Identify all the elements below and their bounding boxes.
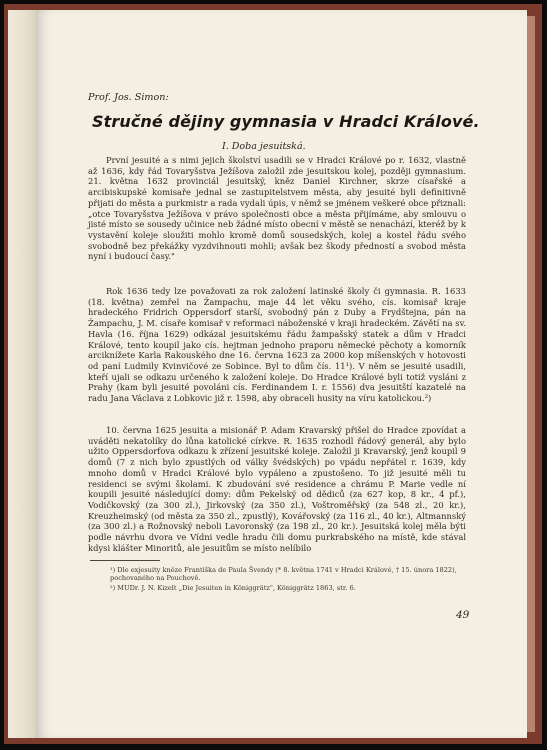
article-title: Stručné dějiny gymnasia v Hradci Králové. <box>92 112 480 131</box>
footnote-1: ¹) Dle exjesuity kněze Františka de Paula Švendy (* 8. května 1741 v Hradci Králové, † 15. února 1822), pochovaného na Pouchově. <box>110 566 457 582</box>
paragraph-1: První jesuité a s nimi jejich školství usadili se v Hradci Králové po r. 1632, vlastně až 1636, kdy řád Tovaryšstva Ježíšova založil zde jesuitskou kolej, později gymnasium. 21. května 1632 provinciál jesuitský, kněz Daniel Kirchner, skrze císařské a arcibiskupské komisaře jednal se zastupitelstvem města, aby jesuité byli definitivně přijati do města a purkmistr a rada vydali úpis, v němž se jménem veškeré obce přiznali: „otce Tovaryšstva Ježíšova v právo společnosti obce a města přijímáme, aby smlouvu o jisté místo se sousedy učinice neb žádné místo obecní v městě se nenachází, kteréž by k vystavění koleje sloužiti mohlo kromě domů sousedských, kolej a kostel řádu svého svobodně bez překážky vyzdvihnouti mohli; avšak bez škody předností a svobod města nyní i budoucí časy." <box>88 155 466 262</box>
footnote-divider <box>90 560 160 561</box>
author-line: Prof. Jos. Simon: <box>88 92 169 103</box>
section-heading: I. Doba jesuitská. <box>222 141 306 152</box>
previous-page-edge <box>8 10 38 738</box>
paragraph-3: 10. června 1625 jesuita a misionář P. Adam Kravarský přišel do Hradce zpovídat a uváděti nekatolíky do lůna katolické církve. R. 1635 rozhodl řádový generál, aby bylo užito Oppersdorfova odkazu k zřízení jesuitské koleje. Založil ji Kravarský, jenž koupil 9 domů (7 z nich bylo zpustlých od války švédských) po vpádu nepřátel r. 1639, kdy mnoho domů v Hradci Králové bylo vypáleno a zpustošeno. To již jesuité měli tu residenci se svými školami. K zbudování své residence a chrámu P. Marie vedle ní koupili jesuité následující domy: dům Pekelský od dědiců (za 627 kop, 8 kr., 4 pf.), Vodičkovský (za 300 zl.), Jirkovský (za 350 zl.), Voštroměřský (za 548 zl., 20 kr.), Kreuzheimský (od města za 350 zl., zpustlý), Kovářovský (za 116 zl., 40 kr.), Altmannský (za 300 zl.) a Rožnovský neboli Lavoronský (za 198 zl., 20 kr.). Jesuitská kolej měla býti podle návrhu dvora ve Vídni vedle hradu čili domu purkrabského na místě, kde stával kdysi klášter Minoritů, ale jesuitům se místo nelíbilo <box>88 425 466 553</box>
paragraph-2: Rok 1636 tedy lze považovati za rok založení latinské školy či gymnasia. R. 1633 (18. května) zemřel na Žampachu, maje 44 let věku svého, cís. komisař kraje hradeckého Fridrich Oppersdorf starší, svobodný pán z Duby a Frydštejna, pán na Žampachu, J. M. císaře komisař v reformaci náboženské v kraji hradeckém. Závětí na sv. Havla (16. října 1629) odkázal jesuitskému řádu žampašský statek a dům v Hradci Králové, tento koupil jako cís. hejtman jednoho praporu německé pěchoty a komorník arciknížete Karla Rakouského dne 16. června 1623 za 2000 kop míšenských v hotovosti od paní Ludmily Kvinvičové ze Sobince. Byl to dům čís. 11¹). V něm se jesuité usadili, kteří ujali se odkazu určeného k založení koleje. Do Hradce Králové byli totiž vysláni z Prahy (kam byli jesuité povoláni cís. Ferdinandem I. r. 1556) dva jesuitští kazatelé na radu Jana Václava z Lobkovic již r. 1598, aby obraceli husity na víru katolickou.²) <box>88 286 466 404</box>
page-number: 49 <box>456 609 470 621</box>
footnote-2: ²) MUDr. J. N. Kizelt „Die Jesuiten in Königgrätz", Königgrätz 1863, str. 6. <box>110 584 356 592</box>
